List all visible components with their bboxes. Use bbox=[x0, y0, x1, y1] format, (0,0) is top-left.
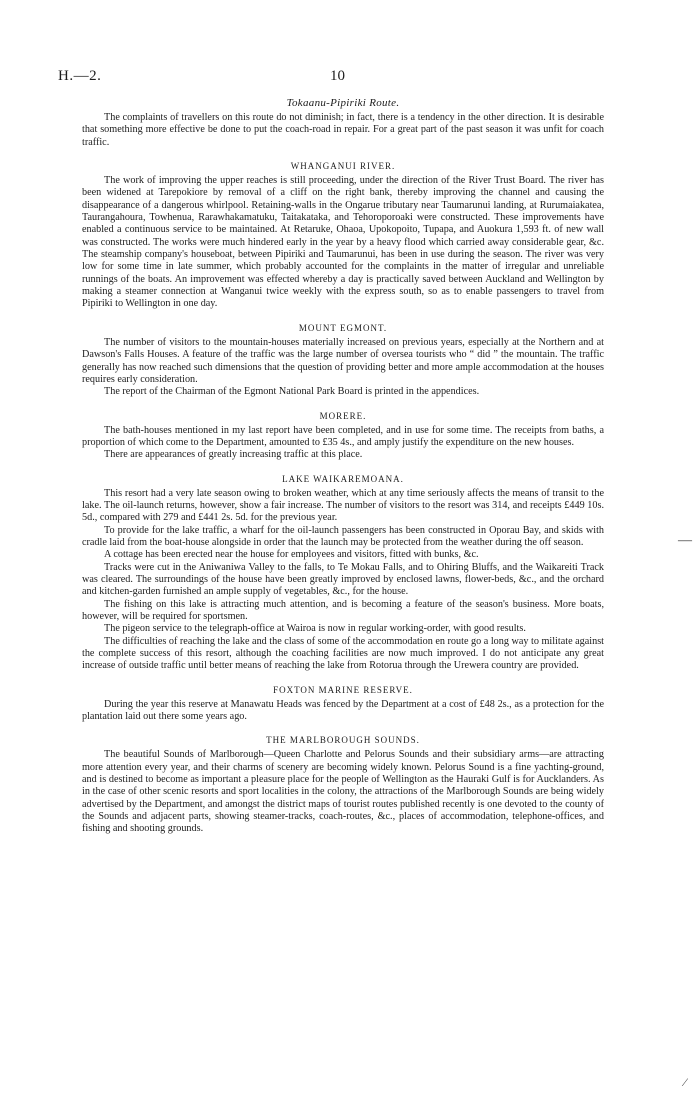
running-header bbox=[58, 68, 618, 88]
paragraph: During the year this reserve at Manawatu Heads was fenced by the Department at a cost of £48 2s., as a protection for the plantation laid out there some years ago. bbox=[82, 698, 604, 723]
section-heading: Tokaanu-Pipiriki Route. bbox=[286, 97, 400, 109]
paragraph: Tracks were cut in the Aniwaniwa Valley to the falls, to Te Mokau Falls, and to Ohiring Bluffs, and the Waikareiti Track was cleared. The surroundings of the house have been greatly improved by enclosed lawns, flower-beds, &c., and the orchard and kitchen-garden furnished an ample supply of vegetables, &c., for the house. bbox=[82, 561, 604, 598]
paragraph: The beautiful Sounds of Marlborough—Queen Charlotte and Pelorus Sounds and their subsidiary arms—are attracting more attention every year, and their charms of scenery are becoming widely known. Pelorus Sound is a fine yachting-ground, and is destined to become as important a pleasure place for the people of Wellington as the Hauraki Gulf is for Aucklanders. As in the case of other scenic resorts and sport localities in the colony, the attractions of the Marlborough Sounds are being widely advertised by the Department, and amongst the district maps of tourist routes published recently is one devoted to the county of the Sounds and adjacent parts, showing steamer-tracks, coach-routes, &c., places of accommodation, telephone-offices, and fishing and shooting grounds. bbox=[82, 749, 604, 835]
section-heading: WHANGANUI RIVER. bbox=[290, 161, 396, 172]
paragraph: This resort had a very late season owing to broken weather, which at any time seriously affects the means of transit to the lake. The oil-launch returns, however, show a fair increase. The number of visitors to the resort was 314, and receipts £449 10s. 5d., compared with 279 and £441 2s. 5d. for the previous year. bbox=[82, 487, 604, 524]
report-reference: H.—2. bbox=[58, 68, 102, 84]
section-heading: MORERE. bbox=[319, 410, 367, 421]
section-heading: FOXTON MARINE RESERVE. bbox=[273, 684, 413, 695]
paragraph: The difficulties of reaching the lake and the class of some of the accommodation en route go a long way to militate against the complete success of this resort, although the coaching facilities are now much improved. I do not anticipate any great increase of outside traffic until better means of reaching the lake from Rotorua through the Urewera country are provided. bbox=[82, 635, 604, 672]
paragraph: The pigeon service to the telegraph-office at Wairoa is now in regular working-order, with good results. bbox=[104, 623, 526, 635]
page-body bbox=[82, 97, 604, 836]
paragraph: There are appearances of greatly increasing traffic at this place. bbox=[104, 449, 363, 461]
paragraph: The work of improving the upper reaches is still proceeding, under the direction of the River Trust Board. The river has been widened at Tarepokiore by removal of a cliff on the right bank, thereby improving the channel and causing the disappearance of a dangerous whirlpool. Retaining-walls in the Ongarue tributary near Taumarunui landing, at Rurumaiakatea, Taurangahoura, Towhenua, Rarawhakamatuku, Taitakataka, and Tehoroporoaki were constructed. These improvements have enabled a continuous service to be maintained. At Retaruke, Ohaoa, Upokopoito, Tupapa, and Auokura 1,593 ft. of new wall was constructed. The works were much hindered early in the year by a heavy flood which carried away considerable gear, &c. The steamship company's houseboat, between Pipiriki and Taumarunui, has been in use during the season. The river was very low for some time in late summer, which probably accounted for the complaints in the matter of irregular and unreliable runnings of the boats. An improvement was effected whereby a day is practically saved between Auckland and Wellington by making a steamer connection at Wanganui twice weekly with the express south, so as to enable passengers to travel from Pipiriki to Wellington in one day. bbox=[82, 175, 604, 310]
page-number: 10 bbox=[330, 68, 345, 84]
paragraph: To provide for the lake traffic, a wharf for the oil-launch passengers has been constructed in Oporau Bay, and skids with cradle laid from the boat-house alongside in order that the launch may be protected from the weather during the off season. bbox=[82, 524, 604, 548]
margin-dash-mark: — bbox=[678, 533, 692, 548]
paragraph: The report of the Chairman of the Egmont National Park Board is printed in the appendices. bbox=[104, 386, 480, 398]
paragraph: The bath-houses mentioned in my last report have been completed, and in use for some time. The receipts from baths, a proportion of which come to the Department, amounted to £35 4s., and amply justify the expenditure on the new houses. bbox=[82, 424, 604, 448]
paragraph: The fishing on this lake is attracting much attention, and is becoming a feature of the season's business. More boats, however, will be required for sportsmen. bbox=[82, 598, 604, 622]
paragraph: The number of visitors to the mountain-houses materially increased on previous years, especially at the Northern and at Dawson's Falls Houses. A feature of the traffic was the large number of oversea tourists who “ did ” the mountain. The traffic generally has now reached such dimensions that the question of providing better and more ample accommodation at the houses requires early consideration. bbox=[82, 336, 604, 385]
paragraph: The complaints of travellers on this route do not diminish; in fact, there is a tendency in the other direction. It is desirable that something more effective be done to put the coach-road in repair. For a great part of the past season it was unfit for coach traffic. bbox=[82, 112, 604, 148]
section-heading: MOUNT EGMONT. bbox=[298, 322, 388, 333]
paragraph: A cottage has been erected near the house for employees and visitors, fitted with bunks, &c. bbox=[104, 549, 479, 561]
section-heading: THE MARLBOROUGH SOUNDS. bbox=[266, 735, 420, 746]
margin-tick-mark: ⁄ bbox=[684, 1075, 687, 1089]
section-heading: LAKE WAIKAREMOANA. bbox=[282, 473, 404, 484]
